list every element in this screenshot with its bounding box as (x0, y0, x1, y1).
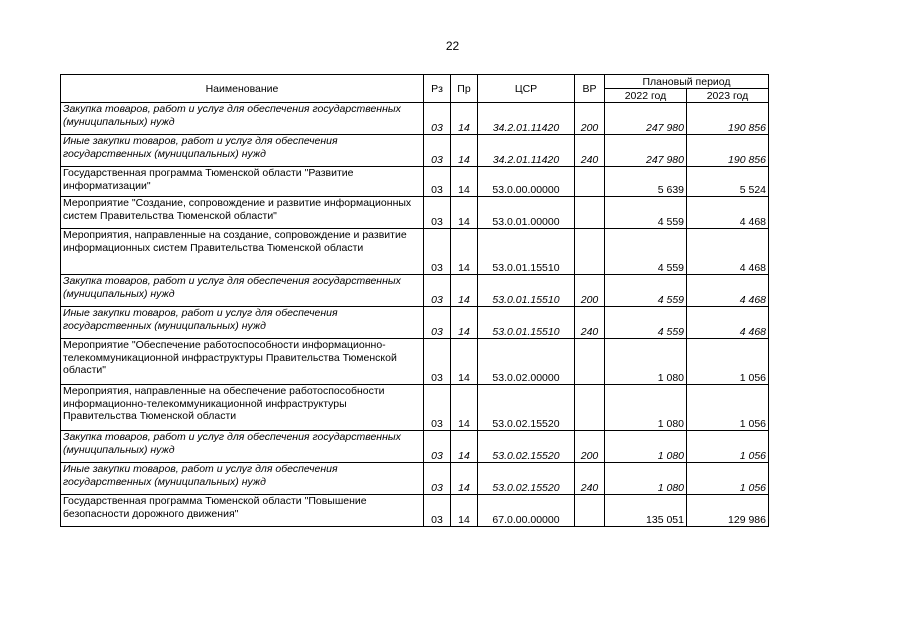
header-name: Наименование (61, 75, 424, 103)
row-rz-cell: 03 (424, 463, 451, 495)
table-row (61, 135, 769, 167)
row-2023-cell: 129 986 (687, 495, 769, 527)
row-name-cell: Закупка товаров, работ и услуг для обеспечения государственных (муниципальных) нужд (61, 103, 424, 135)
table-row (61, 167, 769, 197)
row-2023-cell: 4 468 (687, 275, 769, 307)
header-plan-period: Плановый период (605, 75, 769, 89)
row-2022-cell: 4 559 (605, 275, 687, 307)
row-vr-cell (575, 339, 605, 385)
row-csr-cell: 53.0.02.00000 (478, 339, 575, 385)
table-row (61, 307, 769, 339)
header-year-2022: 2022 год (605, 89, 687, 103)
row-2023-cell: 4 468 (687, 229, 769, 275)
row-pr-cell: 14 (451, 229, 478, 275)
row-2022-cell: 247 980 (605, 103, 687, 135)
table-row (61, 103, 769, 135)
row-2023-cell: 1 056 (687, 463, 769, 495)
table-row (61, 197, 769, 229)
row-pr-cell: 14 (451, 431, 478, 463)
header-year-2023: 2023 год (687, 89, 769, 103)
row-vr-cell (575, 197, 605, 229)
table-row (61, 385, 769, 431)
row-rz-cell: 03 (424, 167, 451, 197)
row-2023-cell: 1 056 (687, 385, 769, 431)
row-csr-cell: 53.0.02.15520 (478, 431, 575, 463)
row-vr-cell: 240 (575, 135, 605, 167)
row-rz-cell: 03 (424, 339, 451, 385)
header-rz: Рз (424, 75, 451, 103)
table-row (61, 431, 769, 463)
row-rz-cell: 03 (424, 495, 451, 527)
row-rz-cell: 03 (424, 135, 451, 167)
budget-table (60, 74, 769, 527)
row-name-cell: Иные закупки товаров, работ и услуг для обеспечения государственных (муниципальных) нужд (61, 307, 424, 339)
row-pr-cell: 14 (451, 135, 478, 167)
table-body (61, 103, 769, 527)
row-vr-cell (575, 385, 605, 431)
row-2022-cell: 247 980 (605, 135, 687, 167)
row-csr-cell: 53.0.01.15510 (478, 229, 575, 275)
row-rz-cell: 03 (424, 197, 451, 229)
table-row (61, 495, 769, 527)
row-pr-cell: 14 (451, 275, 478, 307)
row-2023-cell: 190 856 (687, 135, 769, 167)
row-name-cell: Закупка товаров, работ и услуг для обеспечения государственных (муниципальных) нужд (61, 275, 424, 307)
row-pr-cell: 14 (451, 103, 478, 135)
row-2022-cell: 5 639 (605, 167, 687, 197)
row-rz-cell: 03 (424, 307, 451, 339)
row-rz-cell: 03 (424, 431, 451, 463)
row-name-cell: Мероприятие "Создание, сопровождение и развитие информационных систем Правительства Тюменской области" (61, 197, 424, 229)
row-2022-cell: 1 080 (605, 463, 687, 495)
row-rz-cell: 03 (424, 103, 451, 135)
row-csr-cell: 53.0.00.00000 (478, 167, 575, 197)
row-vr-cell (575, 495, 605, 527)
header-csr: ЦСР (478, 75, 575, 103)
row-vr-cell: 200 (575, 275, 605, 307)
row-rz-cell: 03 (424, 385, 451, 431)
row-2022-cell: 135 051 (605, 495, 687, 527)
row-pr-cell: 14 (451, 385, 478, 431)
row-2022-cell: 1 080 (605, 431, 687, 463)
row-2023-cell: 5 524 (687, 167, 769, 197)
row-name-cell: Мероприятия, направленные на обеспечение работоспособности информационно-телекоммуникационной инфраструктуры Правительства Тюменской области (61, 385, 424, 431)
row-2022-cell: 1 080 (605, 339, 687, 385)
row-2022-cell: 4 559 (605, 307, 687, 339)
row-vr-cell (575, 229, 605, 275)
row-name-cell: Закупка товаров, работ и услуг для обеспечения государственных (муниципальных) нужд (61, 431, 424, 463)
row-pr-cell: 14 (451, 463, 478, 495)
row-2022-cell: 4 559 (605, 229, 687, 275)
row-2023-cell: 1 056 (687, 339, 769, 385)
row-pr-cell: 14 (451, 197, 478, 229)
row-2022-cell: 4 559 (605, 197, 687, 229)
row-vr-cell: 200 (575, 103, 605, 135)
row-name-cell: Государственная программа Тюменской области "Повышение безопасности дорожного движения" (61, 495, 424, 527)
row-csr-cell: 53.0.01.15510 (478, 275, 575, 307)
row-name-cell: Иные закупки товаров, работ и услуг для обеспечения государственных (муниципальных) нужд (61, 135, 424, 167)
header-pr: Пр (451, 75, 478, 103)
row-2023-cell: 190 856 (687, 103, 769, 135)
row-csr-cell: 53.0.02.15520 (478, 385, 575, 431)
row-2022-cell: 1 080 (605, 385, 687, 431)
row-csr-cell: 34.2.01.11420 (478, 103, 575, 135)
table-row (61, 275, 769, 307)
table-row (61, 229, 769, 275)
row-csr-cell: 53.0.01.00000 (478, 197, 575, 229)
row-2023-cell: 4 468 (687, 197, 769, 229)
row-csr-cell: 34.2.01.11420 (478, 135, 575, 167)
table-row (61, 463, 769, 495)
row-pr-cell: 14 (451, 167, 478, 197)
row-vr-cell: 240 (575, 463, 605, 495)
header-vr: ВР (575, 75, 605, 103)
row-pr-cell: 14 (451, 495, 478, 527)
table-header (61, 75, 769, 103)
table-row (61, 339, 769, 385)
row-csr-cell: 67.0.00.00000 (478, 495, 575, 527)
row-rz-cell: 03 (424, 229, 451, 275)
row-pr-cell: 14 (451, 339, 478, 385)
row-csr-cell: 53.0.02.15520 (478, 463, 575, 495)
row-name-cell: Иные закупки товаров, работ и услуг для обеспечения государственных (муниципальных) нужд (61, 463, 424, 495)
row-name-cell: Мероприятие "Обеспечение работоспособности информационно-телекоммуникационной инфраструктуры Правительства Тюменской области" (61, 339, 424, 385)
row-csr-cell: 53.0.01.15510 (478, 307, 575, 339)
row-vr-cell (575, 167, 605, 197)
row-vr-cell: 200 (575, 431, 605, 463)
row-vr-cell: 240 (575, 307, 605, 339)
row-pr-cell: 14 (451, 307, 478, 339)
row-rz-cell: 03 (424, 275, 451, 307)
row-2023-cell: 4 468 (687, 307, 769, 339)
row-2023-cell: 1 056 (687, 431, 769, 463)
row-name-cell: Государственная программа Тюменской области "Развитие информатизации" (61, 167, 424, 197)
page-number: 22 (445, 39, 460, 53)
row-name-cell: Мероприятия, направленные на создание, сопровождение и развитие информационных систем Правительства Тюменской области (61, 229, 424, 275)
